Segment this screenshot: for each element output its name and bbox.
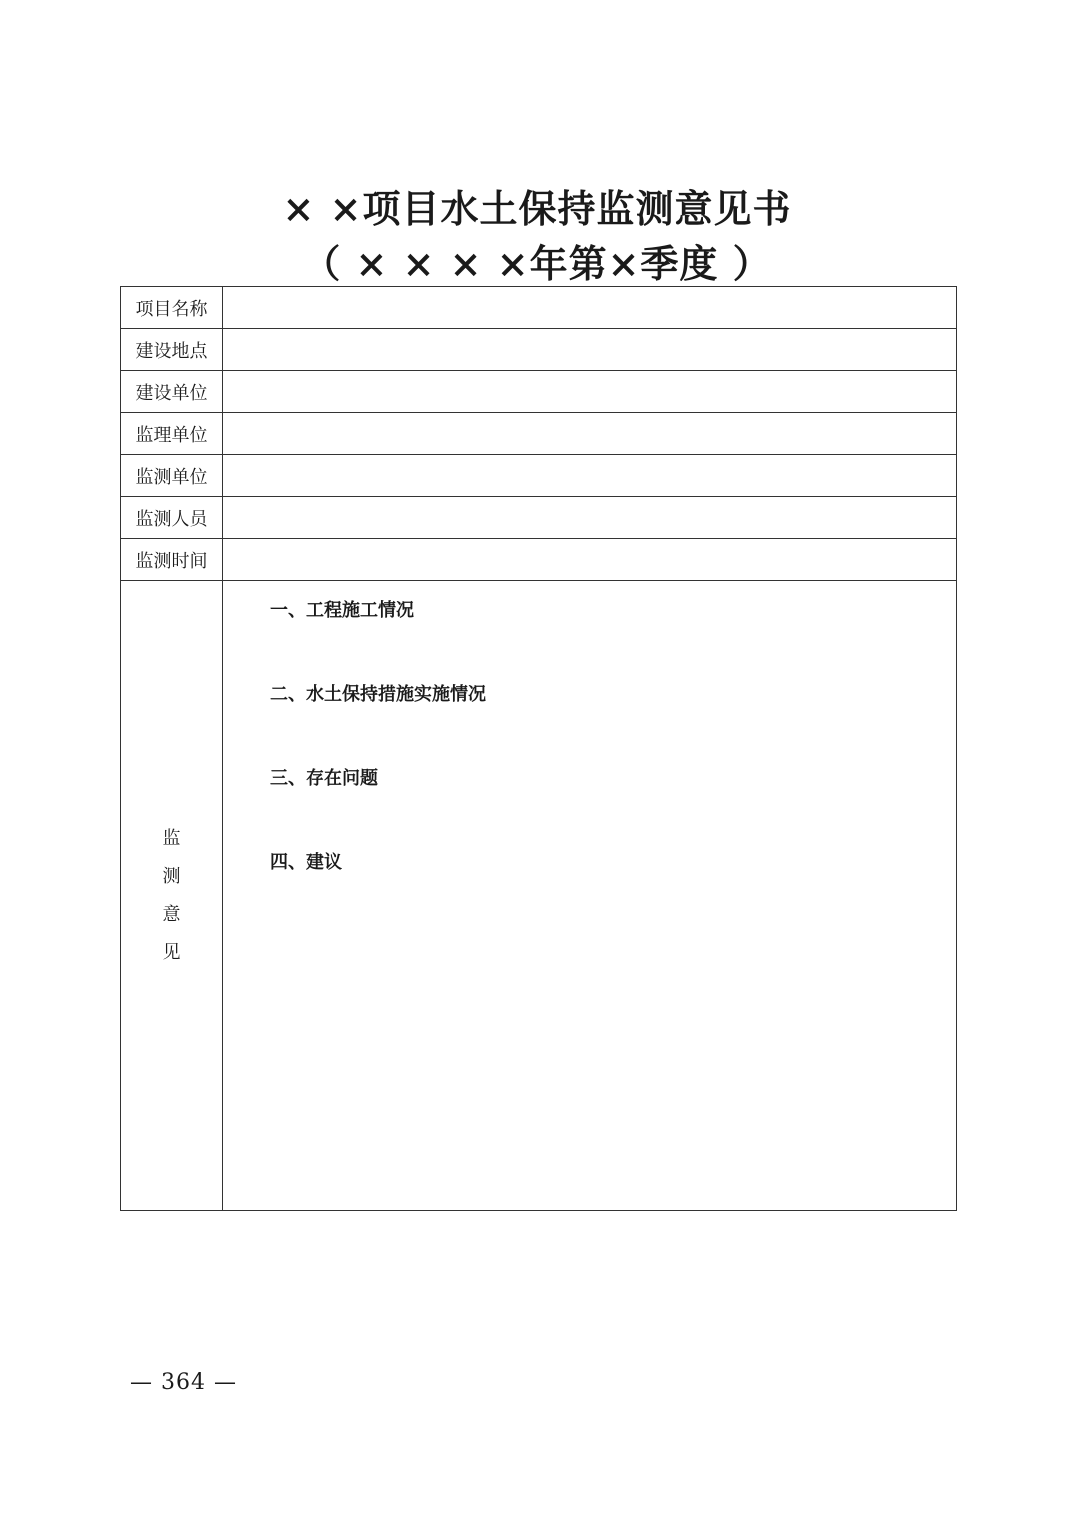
form-row-monitoring-time	[121, 539, 957, 581]
form-row-construction-unit	[121, 371, 957, 413]
field-label-monitoring-staff: 监测人员	[121, 497, 223, 539]
form-row-monitoring-staff	[121, 497, 957, 539]
form-row-monitoring-unit	[121, 455, 957, 497]
document-subtitle: （ × × × ×年第×季度 ）	[302, 241, 772, 286]
field-label-construction-site: 建设地点	[121, 329, 223, 371]
field-label-project-name: 项目名称	[121, 287, 223, 329]
form-row-monitoring-opinion	[121, 581, 957, 1211]
opinion-body[interactable]	[223, 581, 957, 1211]
form-row-project-name	[121, 287, 957, 329]
section-heading-construction-status: 一、工程施工情况	[270, 600, 414, 621]
form-row-supervision-unit	[121, 413, 957, 455]
page-number: — 364 —	[130, 1370, 237, 1395]
opinion-label-char: 意	[162, 903, 181, 925]
section-heading-existing-problems: 三、存在问题	[270, 768, 378, 789]
field-value-construction-site[interactable]	[223, 329, 957, 371]
opinion-label-char: 监	[162, 827, 181, 849]
field-label-monitoring-time: 监测时间	[121, 539, 223, 581]
opinion-label-char: 测	[162, 865, 181, 887]
field-value-monitoring-staff[interactable]	[223, 497, 957, 539]
monitoring-opinion-form	[120, 286, 957, 1211]
field-value-monitoring-time[interactable]	[223, 539, 957, 581]
field-label-construction-unit: 建设单位	[121, 371, 223, 413]
section-heading-suggestions: 四、建议	[270, 852, 342, 873]
field-label-supervision-unit: 监理单位	[121, 413, 223, 455]
opinion-label-char: 见	[162, 941, 181, 963]
field-value-monitoring-unit[interactable]	[223, 455, 957, 497]
opinion-label-vertical	[121, 581, 223, 1211]
document-title: × ×项目水土保持监测意见书	[282, 186, 792, 231]
field-value-supervision-unit[interactable]	[223, 413, 957, 455]
field-value-construction-unit[interactable]	[223, 371, 957, 413]
section-heading-measures-implementation: 二、水土保持措施实施情况	[270, 684, 486, 705]
form-row-construction-site	[121, 329, 957, 371]
field-label-monitoring-unit: 监测单位	[121, 455, 223, 497]
field-value-project-name[interactable]	[223, 287, 957, 329]
